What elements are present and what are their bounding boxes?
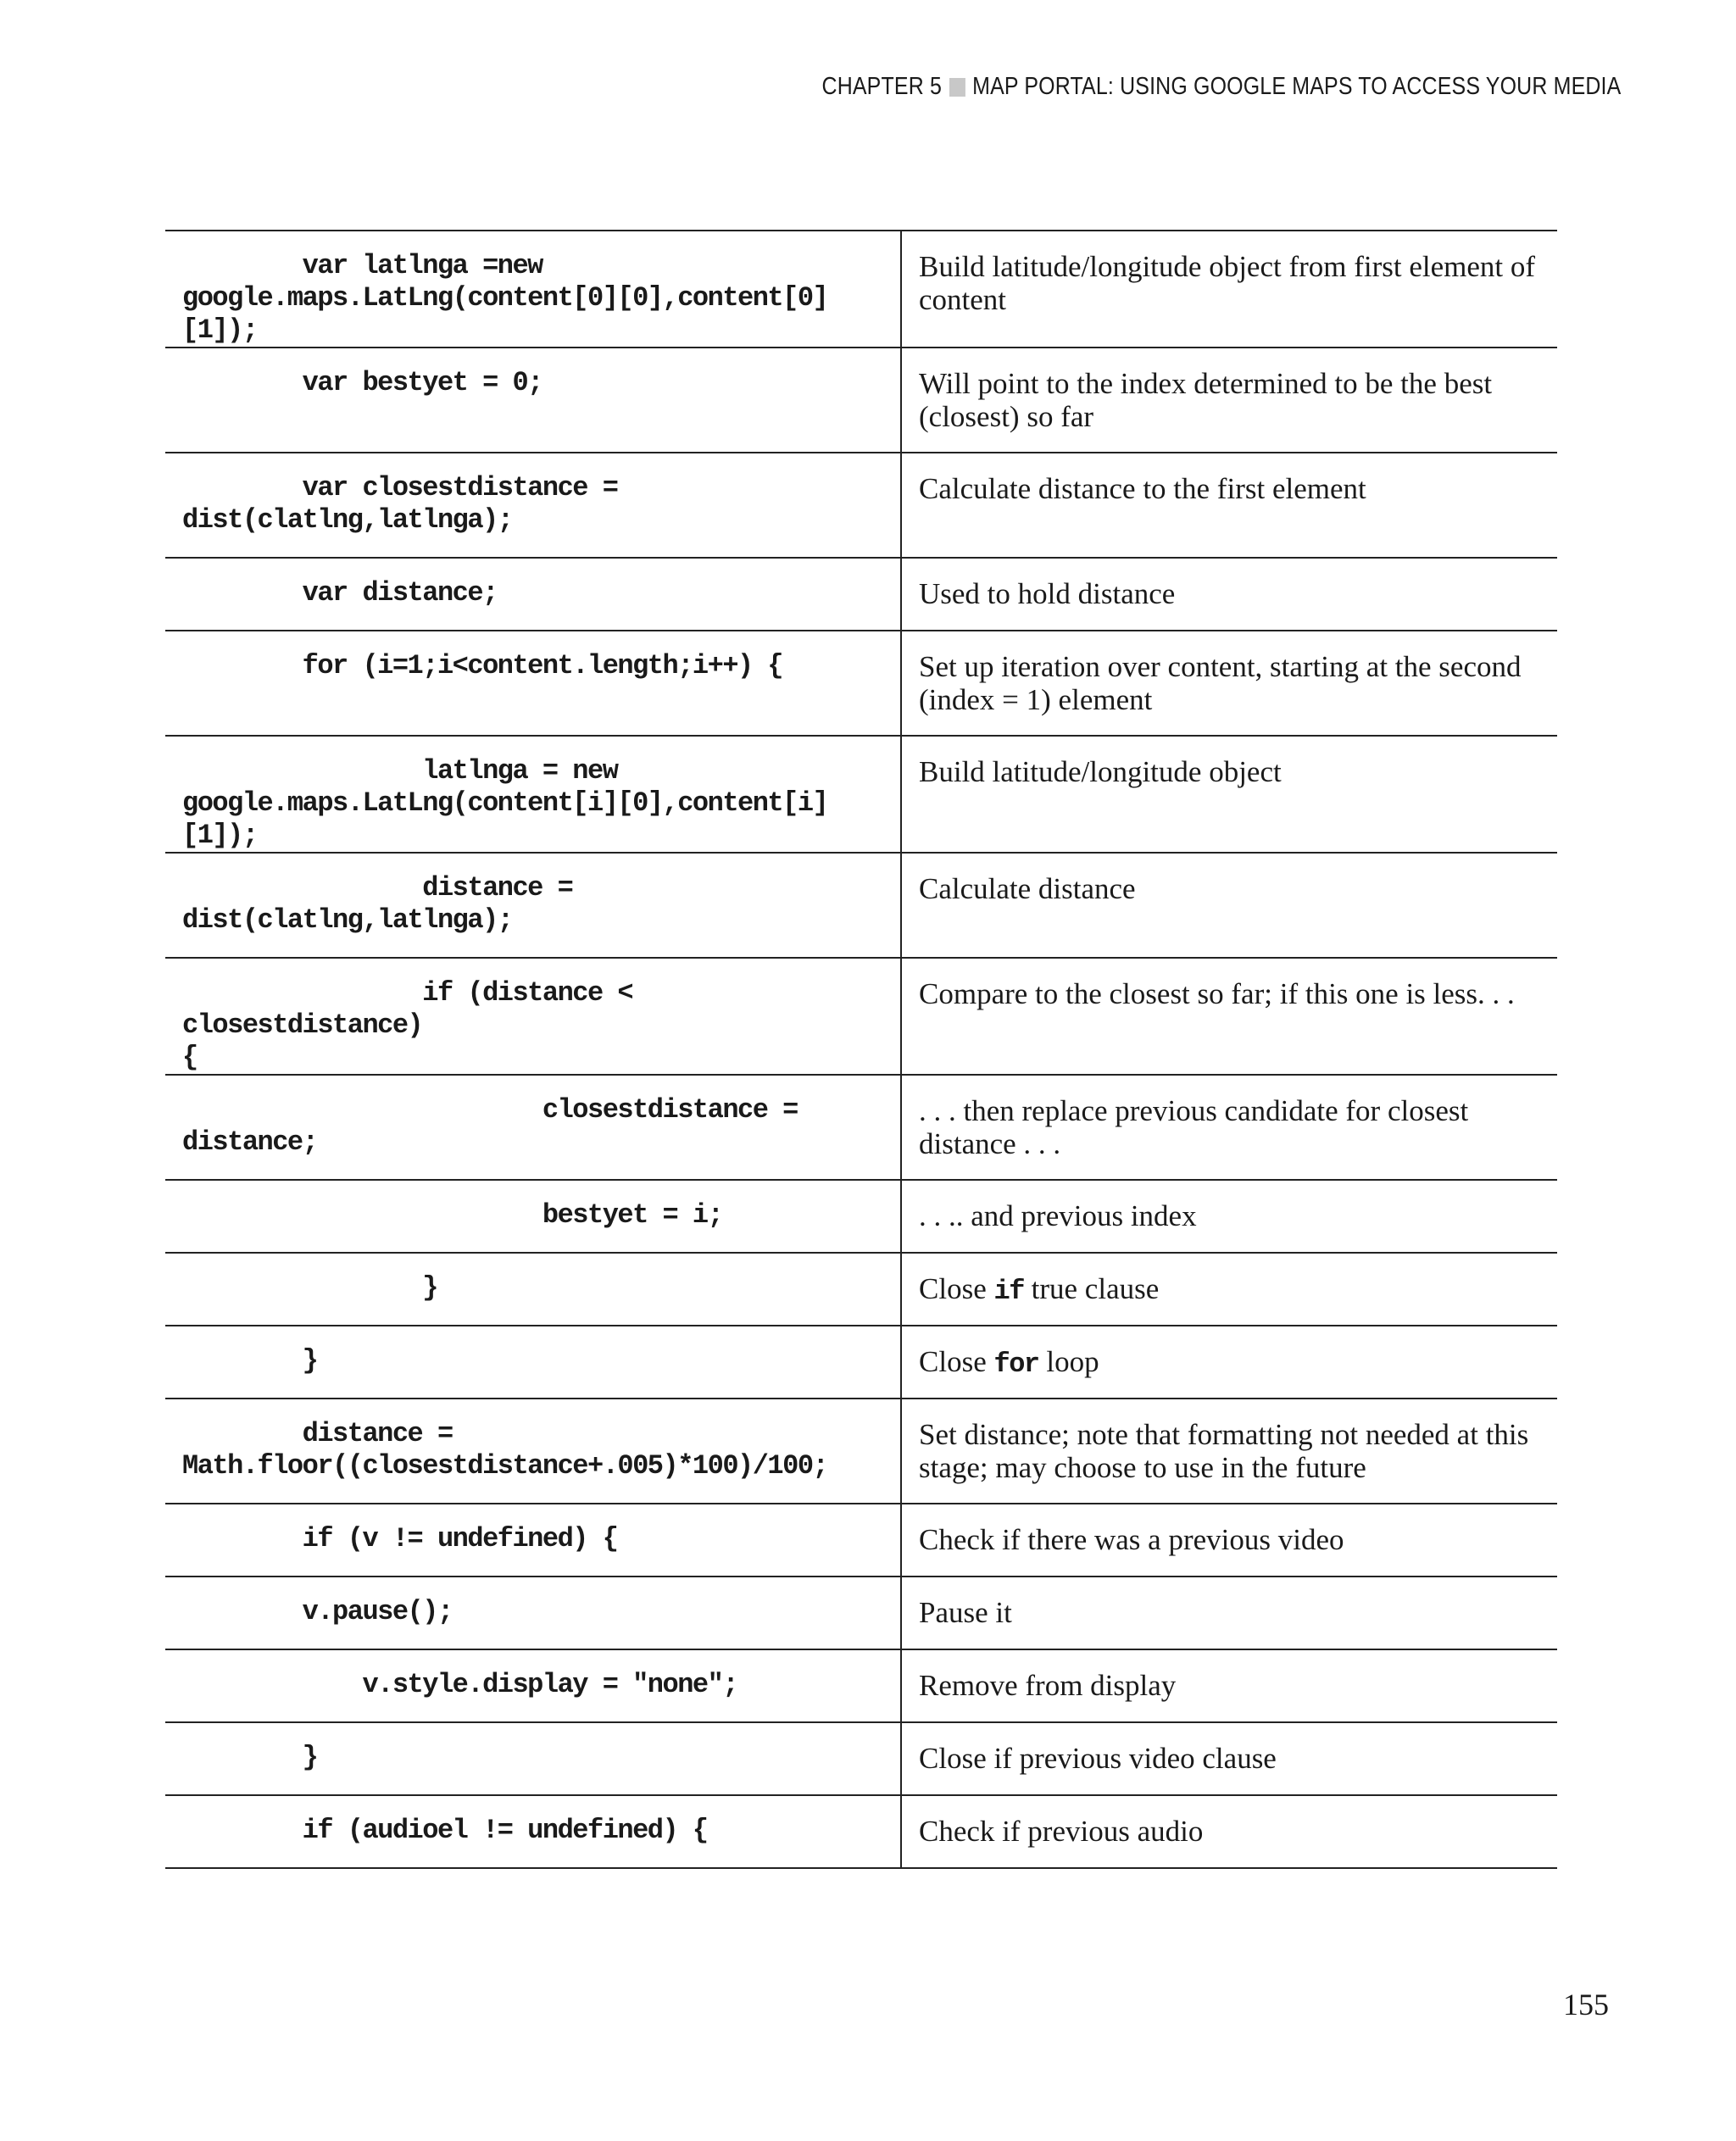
table-row: [165, 1075, 1557, 1180]
code-cell: v.style.display = "none";: [165, 1649, 901, 1722]
table-row: [165, 1326, 1557, 1399]
table-row: [165, 1722, 1557, 1795]
description-text: loop: [1038, 1345, 1099, 1378]
code-cell: distance = Math.floor((closestdistance+.005)*100)/100;: [165, 1399, 901, 1504]
description-text: Close: [919, 1272, 994, 1305]
code-explanation-table: [165, 230, 1557, 1869]
code-cell: var distance;: [165, 558, 901, 631]
description-cell: Check if previous audio: [901, 1795, 1557, 1868]
chapter-title: MAP PORTAL: USING GOOGLE MAPS TO ACCESS YOUR MEDIA: [971, 73, 1621, 100]
code-cell: if (distance < closestdistance) {: [165, 958, 901, 1075]
description-cell: Set distance; note that formatting not needed at this stage; may choose to use in the future: [901, 1399, 1557, 1504]
code-cell: if (v != undefined) {: [165, 1504, 901, 1577]
table-row: [165, 1180, 1557, 1253]
table-row: [165, 231, 1557, 348]
table-row: [165, 1504, 1557, 1577]
table-row: [165, 348, 1557, 453]
table-row: [165, 558, 1557, 631]
description-cell: Check if there was a previous video: [901, 1504, 1557, 1577]
description-cell: [901, 1326, 1557, 1399]
description-cell: Used to hold distance: [901, 558, 1557, 631]
code-cell: v.pause();: [165, 1577, 901, 1649]
code-cell: if (audioel != undefined) {: [165, 1795, 901, 1868]
table-row: [165, 453, 1557, 558]
code-cell: for (i=1;i<content.length;i++) {: [165, 631, 901, 736]
description-cell: Close if previous video clause: [901, 1722, 1557, 1795]
description-cell: Remove from display: [901, 1649, 1557, 1722]
description-cell: Build latitude/longitude object from first element of content: [901, 231, 1557, 348]
description-cell: Build latitude/longitude object: [901, 736, 1557, 853]
separator-square-icon: [949, 78, 965, 97]
code-cell: }: [165, 1722, 901, 1795]
description-cell: Compare to the closest so far; if this one is less. . .: [901, 958, 1557, 1075]
description-cell: . . . then replace previous candidate for closest distance . . .: [901, 1075, 1557, 1180]
table-row: [165, 1253, 1557, 1326]
table-row: [165, 958, 1557, 1075]
description-text: true clause: [1023, 1272, 1160, 1305]
code-cell: var bestyet = 0;: [165, 348, 901, 453]
description-cell: . . .. and previous index: [901, 1180, 1557, 1253]
description-cell: [901, 1253, 1557, 1326]
description-cell: Pause it: [901, 1577, 1557, 1649]
code-cell: var closestdistance = dist(clatlng,latlnga);: [165, 453, 901, 558]
table-row: [165, 736, 1557, 853]
table-row: [165, 1649, 1557, 1722]
description-cell: Will point to the index determined to be the best (closest) so far: [901, 348, 1557, 453]
description-cell: Calculate distance to the first element: [901, 453, 1557, 558]
description-text: Close: [919, 1345, 994, 1378]
table-row: [165, 1577, 1557, 1649]
code-cell: latlnga = new google.maps.LatLng(content[i][0],content[i][1]);: [165, 736, 901, 853]
inline-code: for: [993, 1349, 1039, 1380]
table-row: [165, 1795, 1557, 1868]
code-cell: var latlnga =new google.maps.LatLng(content[0][0],content[0][1]);: [165, 231, 901, 348]
code-cell: distance = dist(clatlng,latlnga);: [165, 853, 901, 958]
code-cell: }: [165, 1253, 901, 1326]
description-cell: Set up iteration over content, starting at the second (index = 1) element: [901, 631, 1557, 736]
running-header: [821, 73, 1621, 101]
code-cell: }: [165, 1326, 901, 1399]
chapter-label: CHAPTER 5: [821, 73, 942, 100]
page-number: 155: [1563, 1988, 1609, 2021]
table-row: [165, 853, 1557, 958]
inline-code: if: [993, 1276, 1024, 1307]
code-cell: closestdistance = distance;: [165, 1075, 901, 1180]
table-row: [165, 1399, 1557, 1504]
table-row: [165, 631, 1557, 736]
description-cell: Calculate distance: [901, 853, 1557, 958]
code-cell: bestyet = i;: [165, 1180, 901, 1253]
